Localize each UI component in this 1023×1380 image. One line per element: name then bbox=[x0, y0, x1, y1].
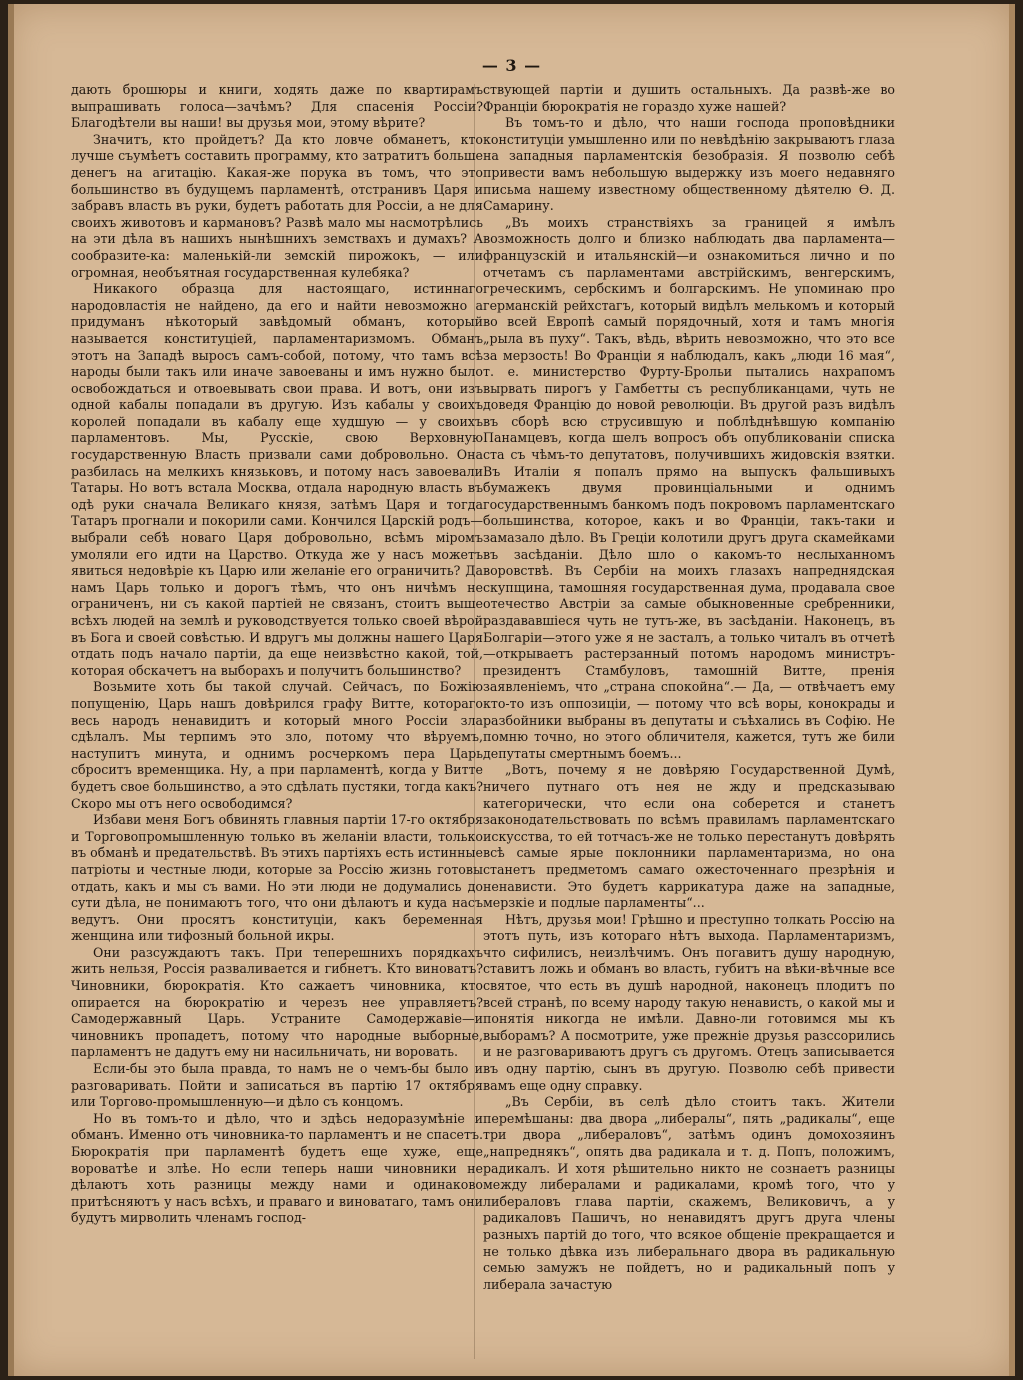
paragraph: Въ томъ-то и дѣло, что наши господа проповѣдники конституціи умышленно или по невѣдѣнію закрываютъ глаза на западныя парламентскія безобразія. Я позволю себѣ привести вамъ небольшую выдержку изъ моего недавняго письма нашему известному общественному дѣятелю Ѳ. Д. Самарину. bbox=[483, 115, 895, 214]
page-number: — 3 — bbox=[481, 56, 542, 75]
paragraph: дають брошюры и книги, ходять даже по квартирамъ выпрашивать голоса—зачѣмъ? Для спасенія Россіи? Благодѣтели вы наши! вы друзья мои, этому вѣрите? bbox=[71, 82, 483, 131]
paragraph: Если-бы это была правда, то намъ не о чемъ-бы было и разговаривать. Пойти и записаться въ партію 17 октября или Торгово-промышленную—и дѣло съ концомъ. bbox=[71, 1061, 483, 1110]
paragraph: „Въ моихъ странствіяхъ за границей я имѣлъ возможность долго и близко наблюдать два парламента— французскій и итальянскій—и ознакомиться лично и по отчетамъ съ парламентами австрійскимъ, венгерскимъ, греческимъ, сербскимъ и болгарскимъ. Не упоминаю про германскій рейхстагъ, который видѣлъ мелькомъ и который во всей Европѣ самый порядочный, хотя и тамъ многія „рыла въ пуху“. Такъ, вѣдь, вѣрить невозможно, что это все за мерзость! Во Франціи я наблюдалъ, какъ „люди 16 мая“, т. е. министерство Фурту-Брольи пытались нахрапомъ вырвать пирогъ у Гамбетты съ республиканцами, чуть не доведя Францію до новой революціи. Въ другой разъ видѣлъ въ сборѣ всю струсившую и поблѣднѣвшую компанію Панамцевъ, когда шелъ вопросъ объ опубликованіи списка ста съ чѣмъ-то депутатовъ, получившихъ жидовскія взятки. Въ Италіи я попалъ прямо на выпускъ фальшивыхъ бумажекъ двумя провинціальными и однимъ государственнымъ банкомъ подъ покровомъ парламентскаго большинства, которое, какъ и во Франціи, такъ-таки и замазало дѣло. Въ Греціи колотили другъ друга скамейками въ засѣданіи. Дѣло шло о какомъ-то неслыханномъ воровствѣ. Въ Сербіи на моихъ глазахъ напреднядская скупщина, тамошняя государственная дума, продавала свое отечество Австріи за самые обыкновенные сребренники, раздававшіеся чуть не тутъ-же, въ засѣданіи. Наконецъ, въ Болгаріи—этого уже я не засталъ, а только читалъ въ отчетѣ—открываетъ растерзанный потомъ народомъ министръ-президентъ Стамбуловъ, тамошній Витте, пренія заявленіемъ, что „страна спокойна“.— Да, — отвѣчаетъ ему кто-то изъ оппозиціи, — потому что всѣ воры, конокрады и разбойники выбраны въ депутаты и съѣхались въ Софію. Не помню точно, но этого обличителя, кажется, тутъ же били депутаты смертнымъ боемъ... bbox=[483, 214, 895, 761]
paragraph: Но въ томъ-то и дѣло, что и здѣсь недоразумѣніе и обманъ. Именно отъ чиновника-то парламентъ и не спасетъ. Бюрократія при парламентѣ будетъ еще хуже, еще вороватѣе и злѣе. Но если теперь наши чиновники не дѣлаютъ хоть разницы между нами и одинаково притѣсняютъ у насъ всѣхъ, и праваго и виноватаго, тамъ они будутъ мирволить членамъ господ- bbox=[71, 1110, 483, 1226]
paragraph: Возьмите хоть бы такой случай. Сейчасъ, по Божію попущенію, Царь нашъ довѣрился графу Витте, котораго весь народъ ненавидитъ и который много Россіи зла сдѣлалъ. Мы терпимъ это зло, потому что вѣруемъ, наступитъ минута, и однимъ росчеркомъ пера Царь сброситъ временщика. Ну, а при парламентѣ, когда у Витте будетъ свое большинство, а это сдѣлать пустяки, тогда какъ? Скоро мы отъ него освободимся? bbox=[71, 679, 483, 811]
paragraph: „Въ Сербіи, въ селѣ дѣло стоитъ такъ. Жители перемѣшаны: два двора „либералы“, пять „радикалы“, еще три двора „либераловъ“, затѣмъ одинъ домохозяинъ „напреднякъ“, опять два радикала и т. д. Попъ, положимъ, радикалъ. И хотя рѣшительно никто не сознаетъ разницы между либералами и радикалами, кромѣ того, что у либераловъ глава партіи, скажемъ, Великовичъ, а у радикаловъ Пашичъ, но ненавидятъ другъ друга члены разныхъ партій до того, что всякое общеніе прекращается и не только дѣвка изъ либеральнаго двора въ радикальную семью замужъ не пойдетъ, но и радикальный попъ у либерала зачастую bbox=[483, 1094, 895, 1292]
paragraph: Избави меня Богъ обвинять главныя партіи 17-го октября и Торговопромышленную только въ желаніи власти, только въ обманѣ и предательствѣ. Въ этихъ партіяхъ есть истинные патріоты и честные люди, которые за Россію жизнь готовы отдать, какъ и мы съ вами. Но эти люди не додумались до сути дѣла, не понимаютъ того, что они дѣлаютъ и куда насъ ведутъ. Они просятъ конституціи, какъ беременная женщина или тифозный больной икры. bbox=[71, 812, 483, 944]
page-edge-left bbox=[8, 4, 14, 1376]
left-column bbox=[71, 82, 483, 1364]
right-column bbox=[483, 82, 895, 1364]
paragraph: ствующей партіи и душить остальныхъ. Да развѣ-же во Франціи бюрократія не гораздо хуже нашей? bbox=[483, 82, 895, 114]
newspaper-page bbox=[8, 4, 1015, 1376]
page-edge-right bbox=[1009, 4, 1015, 1376]
paragraph: Нѣтъ, друзья мои! Грѣшно и преступно толкать Россію на этотъ путь, изъ котораго нѣтъ выхода. Парламентаризмъ, что сифилисъ, неизлѣчимъ. Онъ погавитъ душу народную, ставитъ ложь и обманъ во власть, губитъ на вѣки-вѣчные все святое, что есть въ душѣ народной, наконецъ плодитъ по всей странѣ, по всему народу такую ненависть, о какой мы и понятія никогда не имѣли. Давно-ли готовимся мы къ выборамъ? А посмотрите, уже прежніе друзья разссорились и не разговариваютъ другъ съ другомъ. Отецъ записывается въ одну партію, сынъ въ другую. Позволю себѣ привести вамъ еще одну справку. bbox=[483, 911, 895, 1093]
paragraph: Они разсуждаютъ такъ. При теперешнихъ порядкахъ жить нельзя, Россія разваливается и гибнетъ. Кто виноватъ? Чиновники, бюрократія. Кто сажаетъ чиновника, кто опирается на бюрократію и черезъ нее управляетъ? Самодержавный Царь. Устраните Самодержавіе—и чиновникъ пропадетъ, потому что народные выборные, парламентъ не дадутъ ему ни насильничать, ни воровать. bbox=[71, 944, 483, 1060]
paragraph: Значитъ, кто пройдетъ? Да кто ловче обманетъ, кто лучше съумѣетъ составить программу, кто затратитъ больше денегъ на агитацію. Какая-же порука въ томъ, что это большинство въ будущемъ парламентѣ, отстранивъ Царя и забравъ власть въ руки, будетъ работать для Россіи, а не для своихъ животовъ и кармановъ? Развѣ мало мы насмотрѣлись на эти дѣла въ нашихъ нынѣшнихъ земствахъ и думахъ? А сообразите-ка: маленькій-ли земскій пирожокъ, — или огромная, необъятная государственная кулебяка? bbox=[71, 131, 483, 280]
paragraph: „Вотъ, почему я не довѣряю Государственной Думѣ, ничего путнаго отъ нея не жду и предсказываю категорически, что если она соберется и станетъ законодательствовать по всѣмъ правиламъ парламентскаго искусства, то ей тотчасъ-же не только перестанутъ довѣрять всѣ самые ярые поклонники парламентаризма, но она станетъ предметомъ самаго ожесточеннаго презрѣнія и ненависти. Это будетъ каррикатура даже на западные, мерзкіе и подлые парламенты“... bbox=[483, 762, 895, 911]
paragraph: Никакого образца для настоящаго, истиннаго народовластія не найдено, да его и найти невозможно а придуманъ нѣкоторый завѣдомый обманъ, который называется конституціей, парламентаризмомъ. Обманъ этотъ на Западѣ выросъ самъ-собой, потому, что тамъ всѣ народы были такъ или иначе завоеваны и имъ нужно было освобождаться и отвоевывать свои права. И вотъ, они изъ одной кабалы попадали въ другую. Изъ кабалы у своихъ королей попадали въ кабалу еще худшую — у своихъ парламентовъ. Мы, Русскіе, свою Верховную государственную Власть призвали сами добровольно. Она разбилась на мелкихъ князьковъ, и потому насъ завоевали Татары. Но вотъ встала Москва, отдала народную власть въ одѣ руки сначала Великаго князя, затѣмъ Царя и тогда Татаръ прогнали и покорили сами. Кончился Царскій родъ— выбрали себѣ новаго Царя добровольно, всѣмъ міромъ умоляли его идти на Царство. Откуда же у насъ можетъ явиться недовѣріе къ Царю или желаніе его ограничить? Да намъ Царь только и дорогъ тѣмъ, что онъ ничѣмъ не ограниченъ, ни съ какой партіей не связанъ, стоитъ выше всѣхъ людей на землѣ и руководствуется только своей вѣрой въ Бога и своей совѣстью. И вдругъ мы должны нашего Царя отдать подъ начало партіи, да еще неизвѣстно какой, той, которая обскачетъ на выборахъ и получитъ большинство? bbox=[71, 281, 483, 678]
